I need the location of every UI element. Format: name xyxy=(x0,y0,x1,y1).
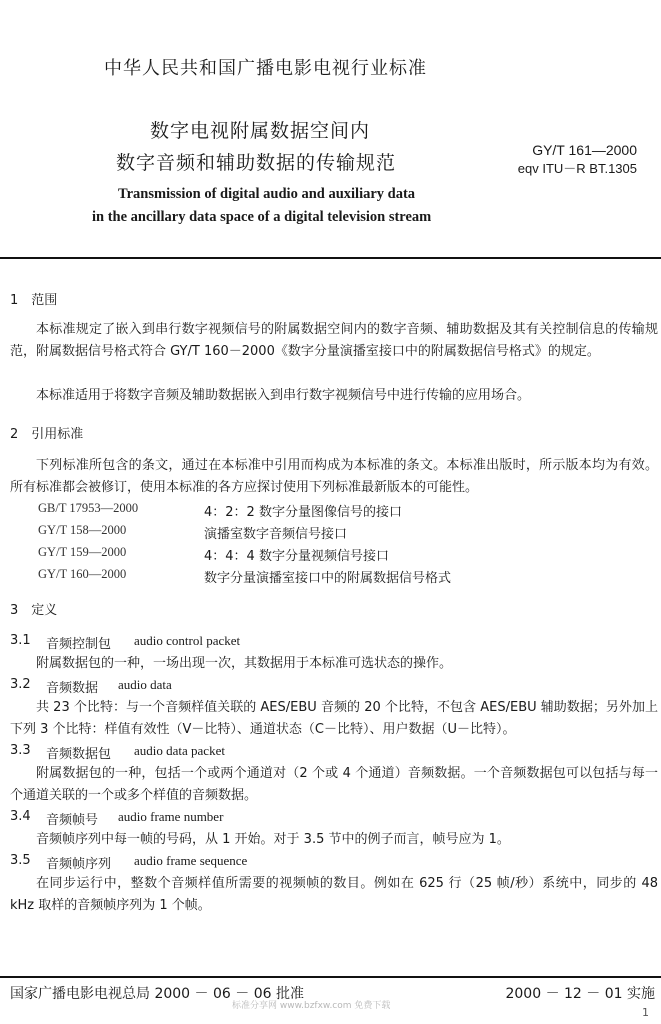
reference-title: 4：2：2 数字分量图像信号的接口 xyxy=(204,505,402,520)
standard-number: GY/T 161—2000 xyxy=(532,142,637,158)
term-definition: 附属数据包的一种，一场出现一次，其数据用于本标准可选状态的操作。 xyxy=(36,656,453,671)
term-number: 3.2 xyxy=(10,677,31,692)
section-3-heading: 3 定义 xyxy=(10,603,58,618)
approval-line: 国家广播电影电视总局 2000 － 06 － 06 批准 xyxy=(10,986,304,1002)
term-english: audio control packet xyxy=(134,633,241,648)
term-english: audio frame sequence xyxy=(134,853,248,868)
reference-code: GB/T 17953—2000 xyxy=(38,501,139,515)
term-definition: 音频帧序列中每一帧的号码，从 1 开始。对于 3.5 节中的例子而言，帧号应为 1。 xyxy=(36,832,510,847)
title-en-line2: in the ancillary data space of a digital television stream xyxy=(92,209,432,225)
effective-date: 2000 － 12 － 01 实施 xyxy=(505,986,655,1002)
title-en-line1: Transmission of digital audio and auxiliary data xyxy=(118,186,416,202)
title-cn-line2: 数字音频和辅助数据的传输规范 xyxy=(116,152,397,174)
issuer-title: 中华人民共和国广播电影电视行业标准 xyxy=(104,58,427,79)
term-definition: 在同步运行中，整数个音频样值所需要的视频帧的数目。例如在 625 行（25 帧/秒）系统中，同步的 48 kHz 取样的音频帧序列为 1 个帧。 xyxy=(10,876,658,913)
term-english: audio data xyxy=(118,677,172,692)
watermark-text: 标准分享网 www.bzfxw.com 免费下载 xyxy=(232,1001,391,1011)
reference-code: GY/T 158—2000 xyxy=(38,523,127,537)
term-definition: 共 23 个比特：与一个音频样值关联的 AES/EBU 音频的 20 个比特，不包含 AES/EBU 辅助数据；另外加上下列 3 个比特：样值有效性（V－比特）、通道状态（C－比特）、用户数据（U－比特）。 xyxy=(10,700,658,737)
section-1-paragraph-2: 本标准适用于将数字音频及辅助数据嵌入到串行数字视频信号中进行传输的应用场合。 xyxy=(36,388,531,403)
section-1-heading: 1 范围 xyxy=(10,293,58,308)
reference-code: GY/T 160—2000 xyxy=(38,567,127,581)
term-chinese: 音频控制包 xyxy=(46,637,112,652)
term-chinese: 音频帧号 xyxy=(46,813,99,828)
footer-divider xyxy=(0,976,661,978)
term-number: 3.1 xyxy=(10,633,31,648)
reference-code: GY/T 159—2000 xyxy=(38,545,127,559)
section-2-heading: 2 引用标准 xyxy=(10,427,84,442)
reference-title: 4：4：4 数字分量视频信号接口 xyxy=(204,549,389,564)
term-english: audio data packet xyxy=(134,743,225,758)
page-number: 1 xyxy=(642,1006,649,1019)
header-divider xyxy=(0,257,661,259)
term-number: 3.4 xyxy=(10,809,31,824)
equivalent-standard: eqv ITU－R BT.1305 xyxy=(517,161,637,176)
section-2-paragraph-1: 下列标准所包含的条文，通过在本标准中引用而构成为本标准的条文。本标准出版时，所示版本均为有效。所有标准都会被修订，使用本标准的各方应探讨使用下列标准最新版本的可能性。 xyxy=(10,458,658,495)
term-number: 3.3 xyxy=(10,743,31,758)
term-chinese: 音频数据 xyxy=(46,681,99,696)
term-english: audio frame number xyxy=(118,809,224,824)
section-1-paragraph-1: 本标准规定了嵌入到串行数字视频信号的附属数据空间内的数字音频、辅助数据及其有关控制信息的传输规范，附属数据信号格式符合 GY/T 160－2000《数字分量演播室接口中的附属数据信号格式》的规定。 xyxy=(10,322,658,359)
term-chinese: 音频帧序列 xyxy=(46,857,112,872)
reference-title: 演播室数字音频信号接口 xyxy=(204,527,348,542)
title-cn-line1: 数字电视附属数据空间内 xyxy=(150,120,371,142)
term-number: 3.5 xyxy=(10,853,31,868)
reference-title: 数字分量演播室接口中的附属数据信号格式 xyxy=(204,571,452,586)
term-chinese: 音频数据包 xyxy=(46,747,112,762)
term-definition: 附属数据包的一种，包括一个或两个通道对（2 个或 4 个通道）音频数据。一个音频数据包可以包括与每一个通道关联的一个或多个样值的音频数据。 xyxy=(10,766,658,803)
